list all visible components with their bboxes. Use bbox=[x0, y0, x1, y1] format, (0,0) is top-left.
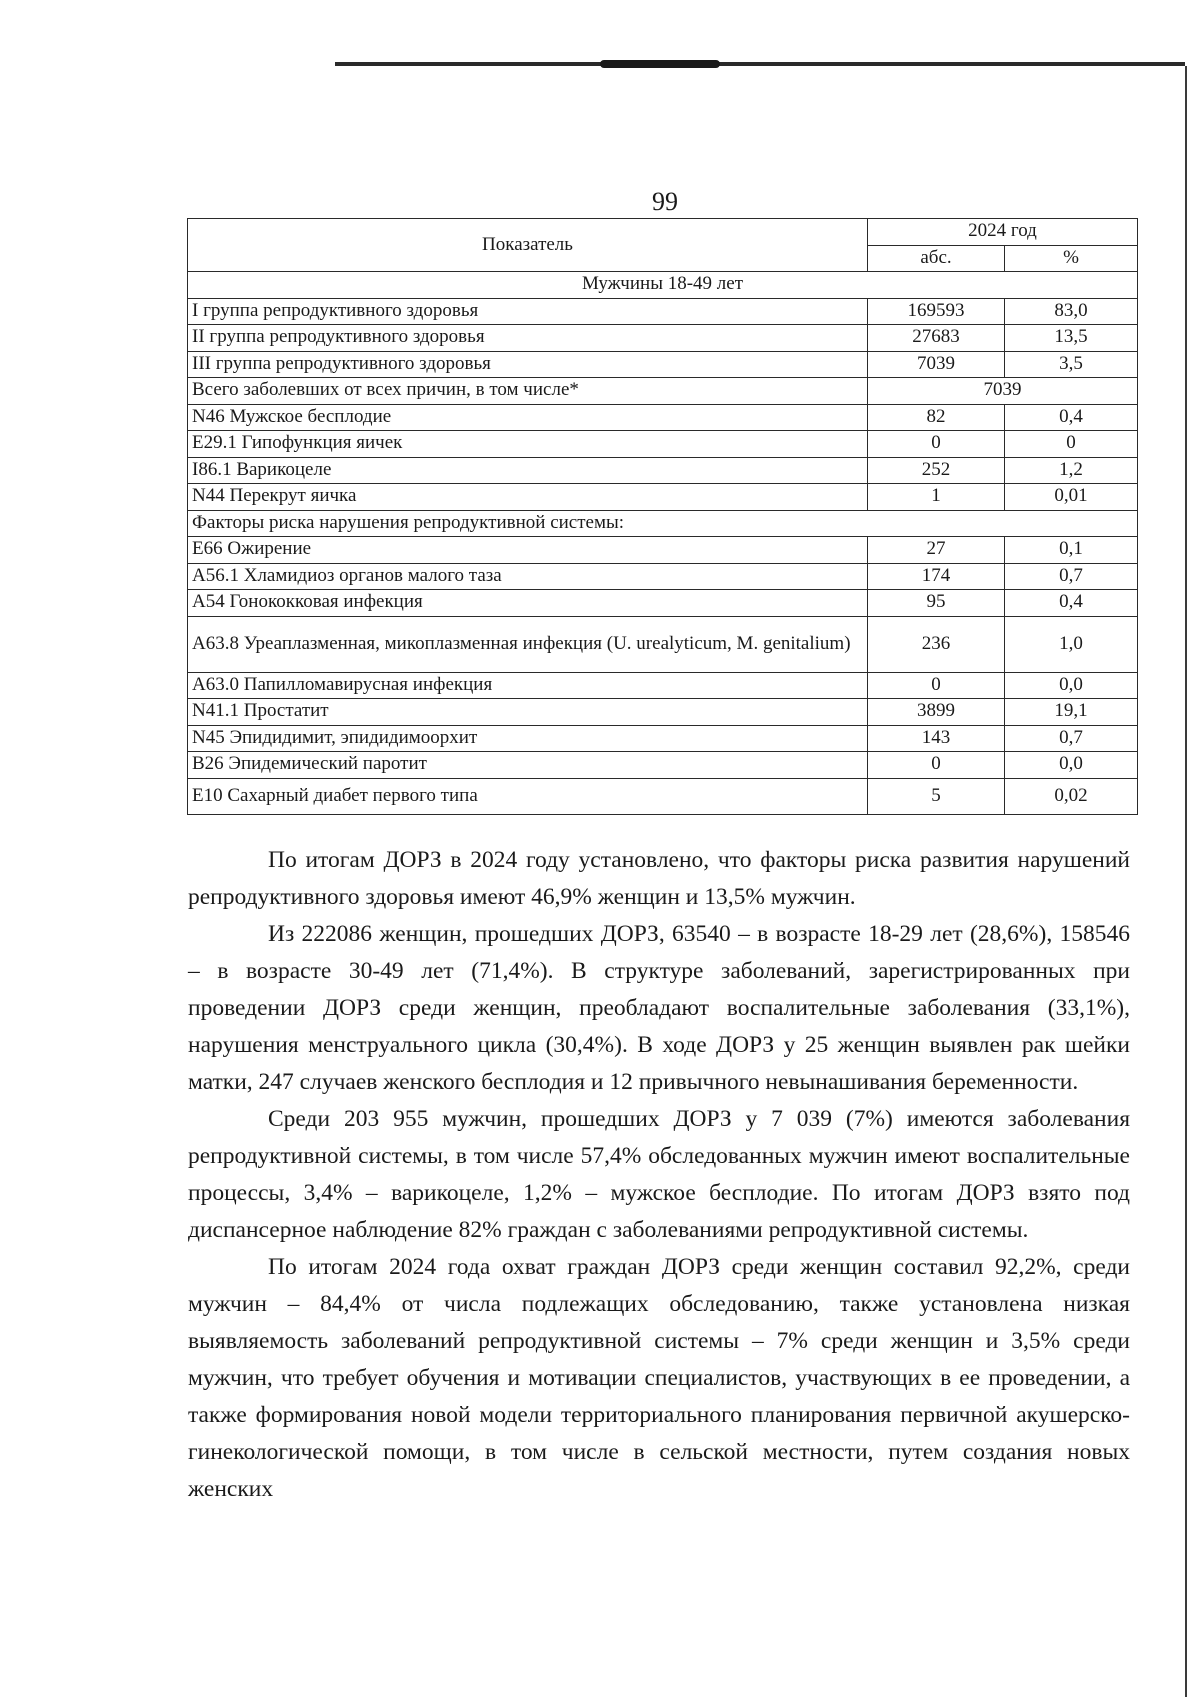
row-abs: 1 bbox=[868, 484, 1005, 511]
table-row bbox=[188, 351, 1138, 378]
table-row bbox=[188, 752, 1138, 779]
row-abs: 174 bbox=[868, 563, 1005, 590]
row-pct: 3,5 bbox=[1005, 351, 1138, 378]
row-pct: 0,7 bbox=[1005, 563, 1138, 590]
table-row bbox=[188, 457, 1138, 484]
row-abs: 0 bbox=[868, 752, 1005, 779]
scan-top-rule-mark bbox=[600, 60, 720, 68]
table-row bbox=[188, 431, 1138, 458]
row-pct: 0,7 bbox=[1005, 725, 1138, 752]
row-pct: 83,0 bbox=[1005, 298, 1138, 325]
row-pct: 0,0 bbox=[1005, 752, 1138, 779]
total-label: Всего заболевших от всех причин, в том числе* bbox=[188, 378, 868, 405]
row-abs: 27 bbox=[868, 537, 1005, 564]
risk-factors-header: Факторы риска нарушения репродуктивной системы: bbox=[188, 510, 1138, 537]
row-label: N44 Перекрут яичка bbox=[188, 484, 868, 511]
statistics-table bbox=[187, 218, 1138, 815]
row-label: N45 Эпидидимит, эпидидимоорхит bbox=[188, 725, 868, 752]
table-row bbox=[188, 616, 1138, 672]
row-abs: 0 bbox=[868, 431, 1005, 458]
row-label: E29.1 Гипофункция яичек bbox=[188, 431, 868, 458]
row-label: E10 Сахарный диабет первого типа bbox=[188, 778, 868, 814]
header-abs: абс. bbox=[868, 245, 1005, 272]
paragraph: Из 222086 женщин, прошедших ДОРЗ, 63540 – в возрасте 18-29 лет (28,6%), 158546 – в возрасте 30-49 лет (71,4%). В структуре заболеваний, зарегистрированных при проведении ДОРЗ среди женщин, преобладают воспалительные заболевания (33,1%), нарушения менструального цикла (30,4%). В ходе ДОРЗ у 25 женщин выявлен рак шейки матки, 247 случаев женского бесплодия и 12 привычного невынашивания беременности. bbox=[188, 921, 1130, 1095]
row-label: N46 Мужское бесплодие bbox=[188, 404, 868, 431]
table-row bbox=[188, 672, 1138, 699]
table-row bbox=[188, 484, 1138, 511]
row-pct: 0 bbox=[1005, 431, 1138, 458]
total-value: 7039 bbox=[868, 378, 1138, 405]
table-row bbox=[188, 298, 1138, 325]
row-label: III группа репродуктивного здоровья bbox=[188, 351, 868, 378]
paragraph: Среди 203 955 мужчин, прошедших ДОРЗ у 7 039 (7%) имеются заболевания репродуктивной системы, в том числе 57,4% обследованных мужчин имеют воспалительные процессы, 3,4% – варикоцеле, 1,2% – мужское бесплодие. По итогам ДОРЗ взято под диспансерное наблюдение 82% граждан с заболеваниями репродуктивной системы. bbox=[188, 1106, 1130, 1243]
paragraph: По итогам ДОРЗ в 2024 году установлено, что факторы риска развития нарушений репродуктивного здоровья имеют 46,9% женщин и 13,5% мужчин. bbox=[188, 847, 1130, 910]
row-label: I86.1 Варикоцеле bbox=[188, 457, 868, 484]
row-label: A63.8 Уреаплазменная, микоплазменная инфекция (U. urealyticum, M. genitalium) bbox=[188, 616, 868, 672]
row-pct: 0,0 bbox=[1005, 672, 1138, 699]
row-abs: 7039 bbox=[868, 351, 1005, 378]
row-label: II группа репродуктивного здоровья bbox=[188, 325, 868, 352]
row-label: N41.1 Простатит bbox=[188, 699, 868, 726]
row-label: A56.1 Хламидиоз органов малого таза bbox=[188, 563, 868, 590]
row-abs: 27683 bbox=[868, 325, 1005, 352]
row-abs: 252 bbox=[868, 457, 1005, 484]
row-pct: 0,4 bbox=[1005, 590, 1138, 617]
table-row bbox=[188, 537, 1138, 564]
row-label: E66 Ожирение bbox=[188, 537, 868, 564]
row-abs: 169593 bbox=[868, 298, 1005, 325]
row-label: A63.0 Папилломавирусная инфекция bbox=[188, 672, 868, 699]
section-men: Мужчины 18-49 лет bbox=[188, 272, 1138, 299]
table-row bbox=[188, 590, 1138, 617]
row-abs: 236 bbox=[868, 616, 1005, 672]
table-row bbox=[188, 725, 1138, 752]
row-pct: 0,1 bbox=[1005, 537, 1138, 564]
row-pct: 0,02 bbox=[1005, 778, 1138, 814]
table-row bbox=[188, 563, 1138, 590]
row-pct: 1,2 bbox=[1005, 457, 1138, 484]
row-abs: 0 bbox=[868, 672, 1005, 699]
body-text bbox=[188, 842, 1130, 1508]
row-label: I группа репродуктивного здоровья bbox=[188, 298, 868, 325]
row-label: A54 Гонококковая инфекция bbox=[188, 590, 868, 617]
row-abs: 3899 bbox=[868, 699, 1005, 726]
total-row bbox=[188, 378, 1138, 405]
row-pct: 19,1 bbox=[1005, 699, 1138, 726]
row-pct: 1,0 bbox=[1005, 616, 1138, 672]
table-row bbox=[188, 699, 1138, 726]
row-pct: 13,5 bbox=[1005, 325, 1138, 352]
table-row bbox=[188, 325, 1138, 352]
table-row bbox=[188, 404, 1138, 431]
row-abs: 95 bbox=[868, 590, 1005, 617]
row-abs: 143 bbox=[868, 725, 1005, 752]
row-pct: 0,01 bbox=[1005, 484, 1138, 511]
table-row bbox=[188, 778, 1138, 814]
scan-top-rule bbox=[335, 62, 1185, 66]
paragraph: По итогам 2024 года охват граждан ДОРЗ среди женщин составил 92,2%, среди мужчин – 84,4% от числа подлежащих обследованию, также установлена низкая выявляемость заболеваний репродуктивной системы – 7% среди женщин и 3,5% среди мужчин, что требует обучения и мотивации специалистов, участвующих в ее проведении, а также формирования новой модели территориального планирования первичной акушерско-гинекологической помощи, в том числе в сельской местности, путем создания новых женских bbox=[188, 1254, 1130, 1502]
page-number: 99 bbox=[652, 187, 678, 216]
row-abs: 5 bbox=[868, 778, 1005, 814]
row-label: B26 Эпидемический паротит bbox=[188, 752, 868, 779]
header-indicator: Показатель bbox=[188, 219, 868, 272]
scan-right-edge bbox=[1185, 66, 1187, 1697]
header-year: 2024 год bbox=[868, 219, 1138, 246]
row-abs: 82 bbox=[868, 404, 1005, 431]
header-pct: % bbox=[1005, 245, 1138, 272]
row-pct: 0,4 bbox=[1005, 404, 1138, 431]
